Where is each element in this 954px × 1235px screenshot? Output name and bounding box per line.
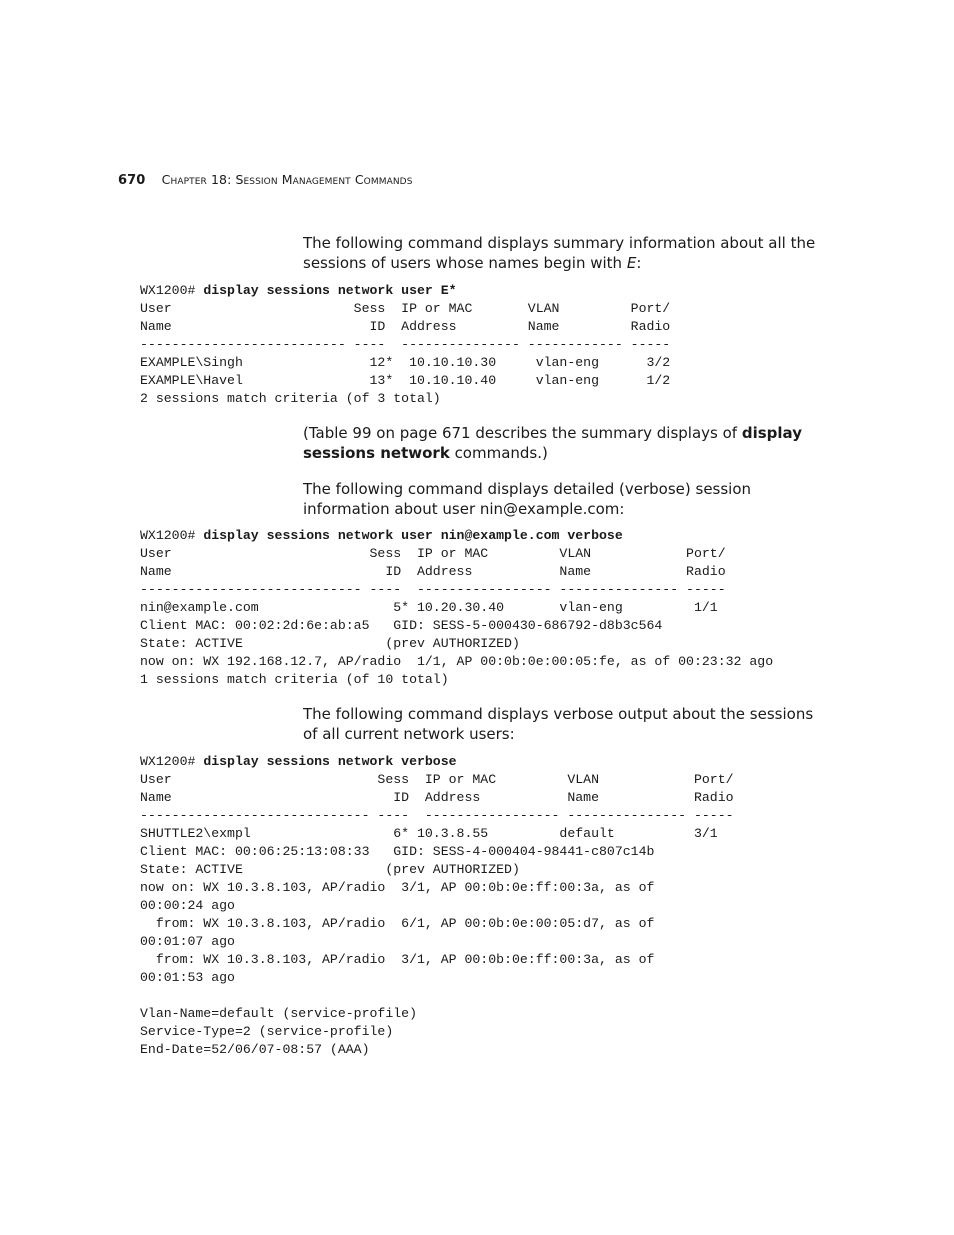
section2-code-block (140, 527, 773, 689)
chapter-title: Chapter 18: Session Management Commands (161, 172, 413, 187)
section2-prompt: WX1200# (140, 528, 204, 543)
section3-intro: The following command displays verbose output about the sessions of all current network users: (303, 705, 814, 743)
section2-command: display sessions network user nin@example.com verbose (203, 528, 623, 543)
section2-output: User Sess IP or MAC VLAN Port/ Name ID Address Name Radio ---------------------------- ---- ----------------- --------------- ----- nin@example.com 5* 10.20.30.40 vlan-eng 1/1 Client MAC: 00:02:2d:6e:ab:a5 GID: SESS-5-000430-686792-d8b3c564 State: ACTIVE (prev AUTHORIZED) now on: WX 192.168.12.7, AP/radio 1/1, AP 00:0b:0e:00:05:fe, as of 00:23:32 ago 1 sessions match criteria (of 10 total) (140, 546, 774, 687)
page-header (118, 172, 413, 188)
section3-command: display sessions network verbose (203, 754, 457, 769)
page-number: 670 (118, 173, 146, 188)
section3-output: User Sess IP or MAC VLAN Port/ Name ID Address Name Radio ----------------------------- ---- ----------------- --------------- ----- SHUTTLE2\exmpl 6* 10.3.8.55 default 3/1 Client MAC: 00:06:25:13:08:33 GID: SESS-4-000404-98441-c807c14b State: ACTIVE (prev AUTHORIZED) now on: WX 10.3.8.103, AP/radio 3/1, AP 00:0b:0e:ff:00:3a, as of 00:00:24 ago from: WX 10.3.8.103, AP/radio 6/1, AP 00:0b:0e:00:05:d7, as of 00:01:07 ago from: WX 10.3.8.103, AP/radio 3/1, AP 00:0b:0e:ff:00:3a, as of 00:01:53 ago Vlan-Name=default (service-profile) Service-Type=2 (service-profile) End-Date=52/06/07-08:57 (AAA) (140, 772, 734, 1057)
section1-output: User Sess IP or MAC VLAN Port/ Name ID Address Name Radio -------------------------- ---- --------------- ------------ ----- EXAMPLE\Singh 12* 10.10.10.30 vlan-eng 3/2 EXAMPLE\Havel 13* 10.10.10.40 vlan-eng 1/2 2 sessions match criteria (of 3 total) (140, 301, 671, 406)
section1-code-block (140, 282, 670, 408)
section2-intro: The following command displays detailed (verbose) session information about user nin@example.com: (303, 480, 752, 518)
section3-prompt: WX1200# (140, 754, 204, 769)
section1-intro: The following command displays summary information about all the sessions of users whose names begin with E: (303, 234, 816, 272)
section1-prompt: WX1200# (140, 283, 204, 298)
section1-command: display sessions network user E* (203, 283, 457, 298)
note-paragraph: (Table 99 on page 671 describes the summary displays of display sessions network commands.) (303, 424, 802, 462)
section3-code-block (140, 753, 734, 1059)
